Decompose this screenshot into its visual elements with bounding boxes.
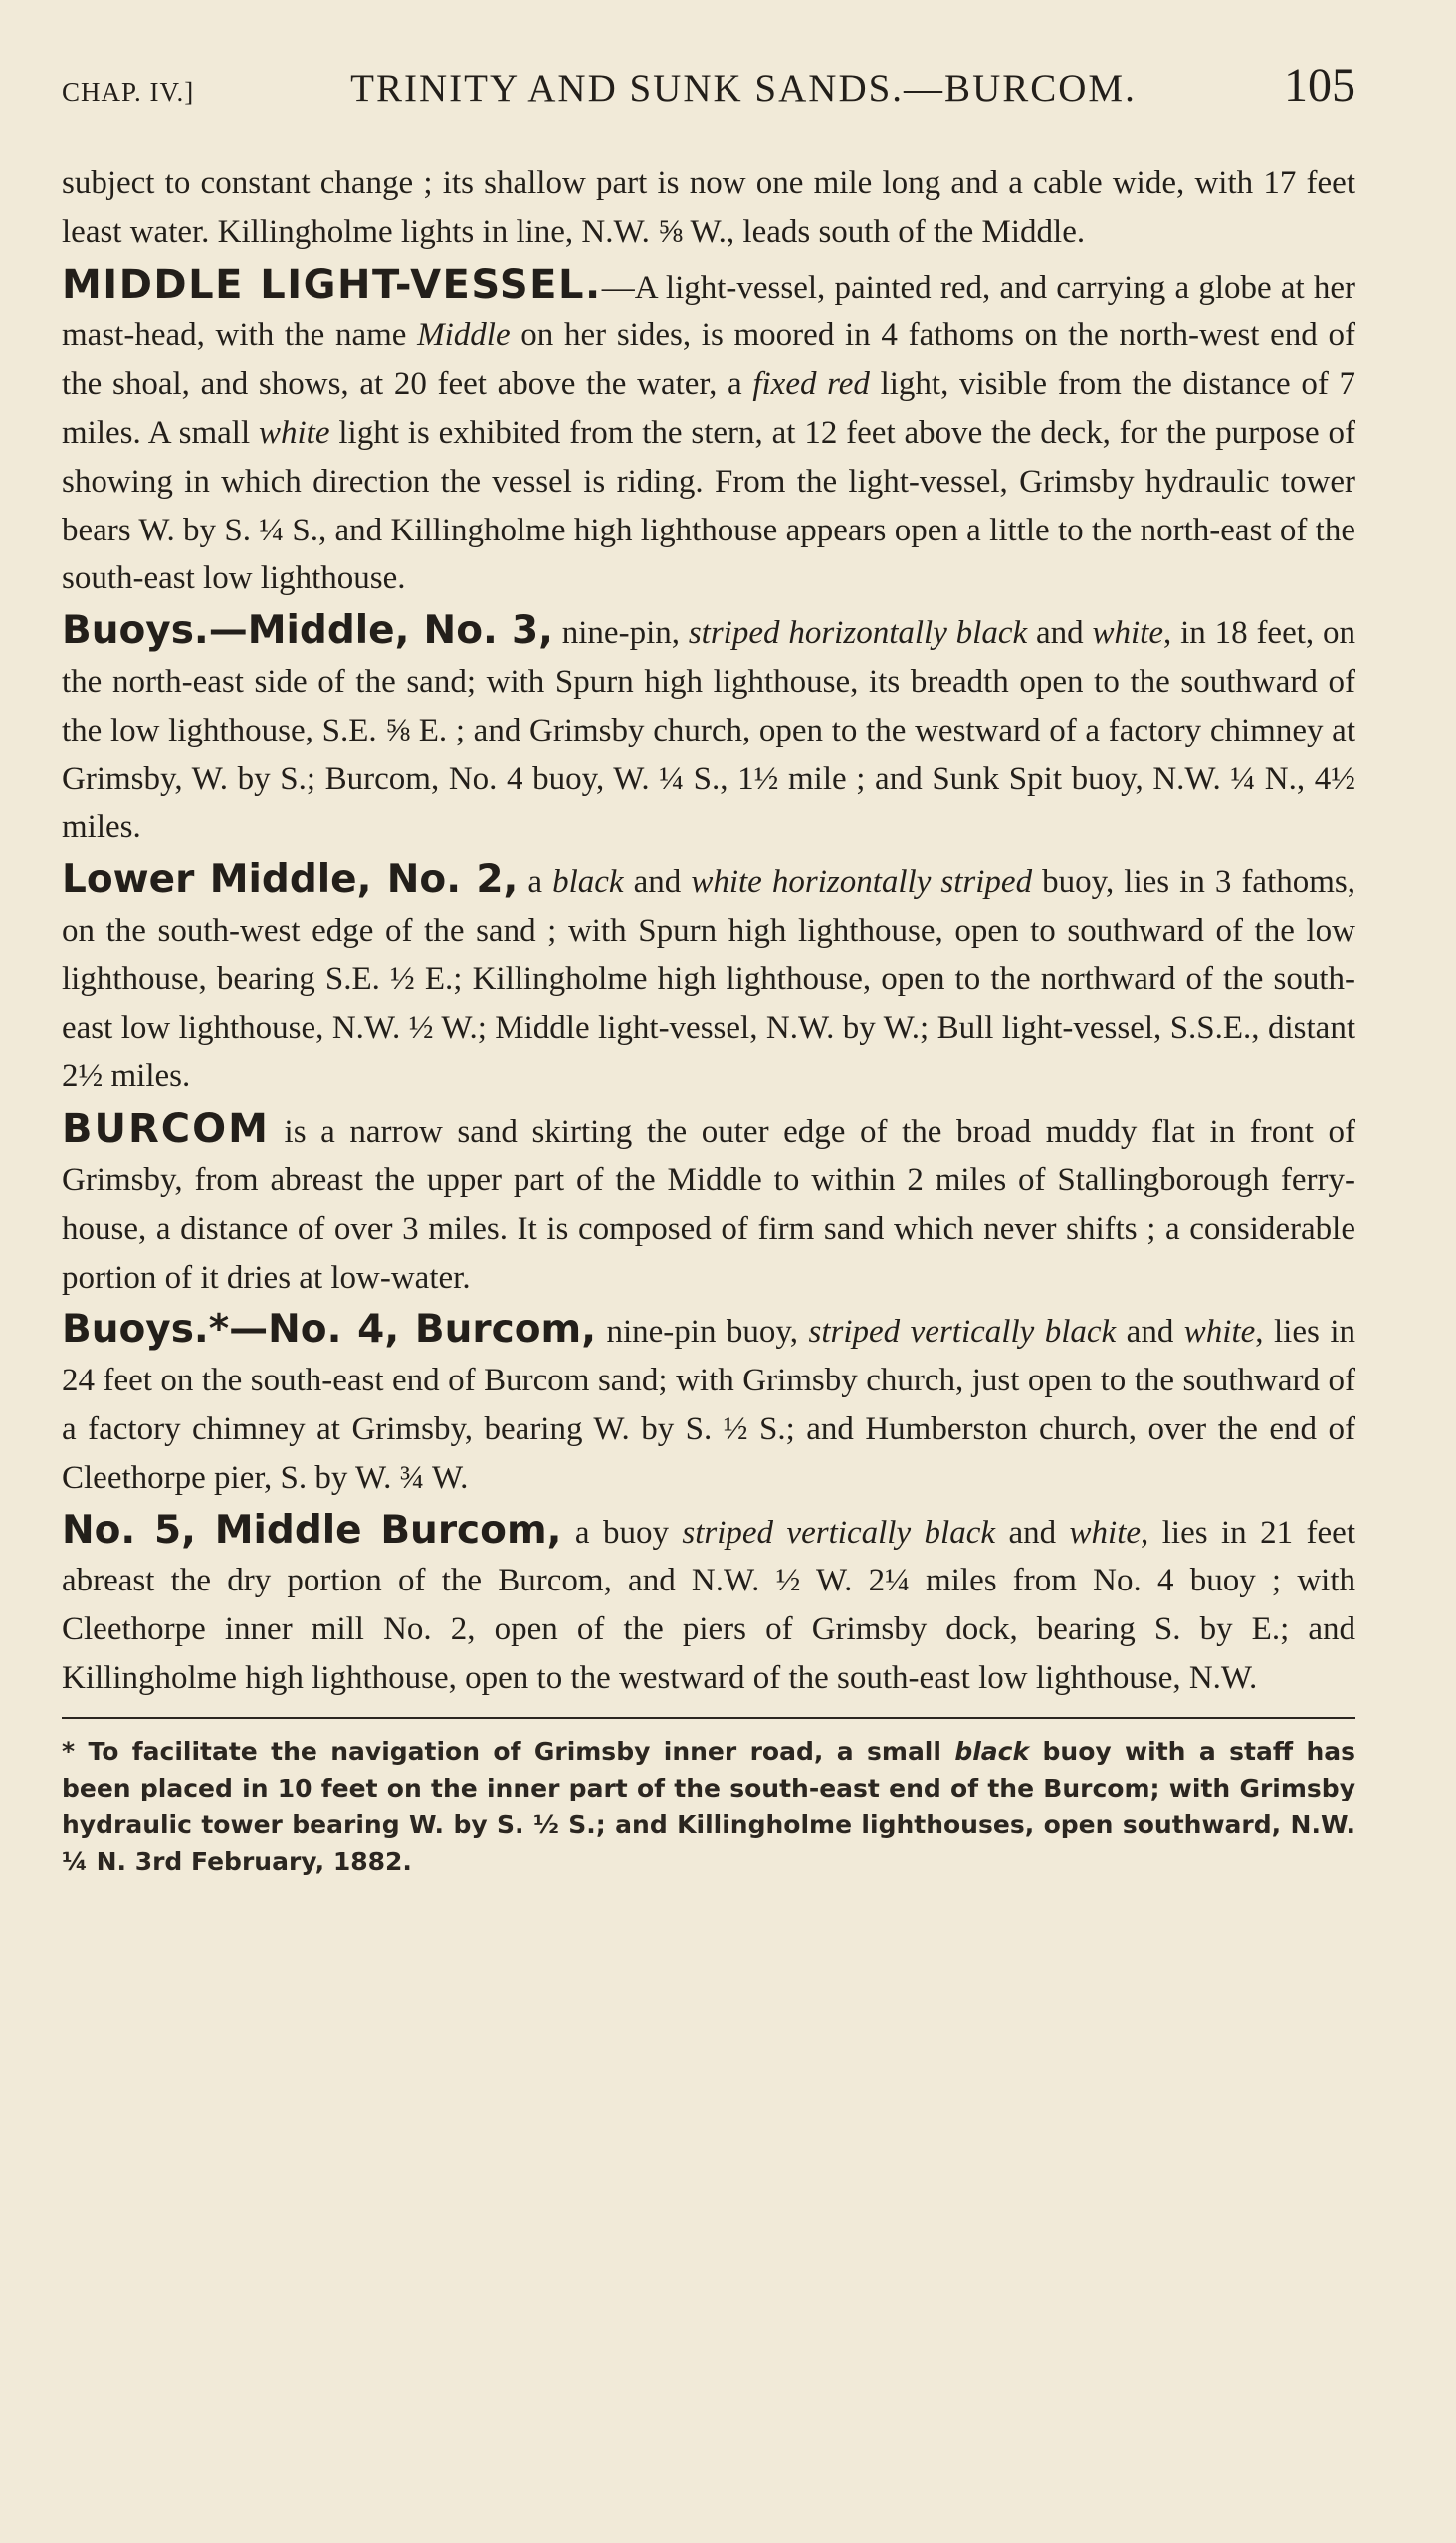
paragraph-text: a buoy — [561, 1514, 683, 1551]
italic-text: white — [1183, 1314, 1256, 1351]
paragraph-lower-middle-buoy — [62, 856, 1355, 1101]
italic-text: fixed red — [752, 366, 870, 403]
paragraph-text: and — [995, 1514, 1070, 1551]
paragraph-text: subject to constant change ; its shallow part is now one mile long and a cable wide, with 17 feet least water. Killingholme lights in line, N.W. ⅝ W., leads south of the Middle. — [62, 165, 1355, 250]
paragraph-text: —A light-vessel, painted red, and carrying a globe at her mast-head, with the name — [62, 269, 1356, 354]
paragraph-middle-burcom-buoy — [62, 1507, 1355, 1703]
italic-text: white — [1092, 615, 1163, 652]
book-page — [62, 58, 1355, 1880]
paragraph-text: , in 18 feet, on the north-east side of the sand; with Spurn high lighthouse, its breadth open to the southward of the low lighthouse, S.E. ⅝ E. ; and Grimsby church, open to the westward of a factory chimney at Grimsby, W. by S.; Burcom, No. 4 buoy, W. ¼ S., 1½ mile ; and Sunk Spit buoy, N.W. ¼ N., 4½ miles. — [62, 615, 1355, 846]
footnote — [62, 1733, 1355, 1880]
paragraph-middle-light-vessel — [62, 261, 1355, 604]
italic-text: Middle — [417, 318, 511, 354]
italic-text: black — [552, 864, 624, 901]
footnote-italic-text: black — [954, 1736, 1030, 1766]
footnote-divider — [62, 1717, 1355, 1719]
section-heading-buoys-burcom: Buoys.*—No. 4, Burcom, — [62, 1307, 597, 1353]
footnote-text: buoy with a staff has been placed in 10 feet on the inner part of the south-east end of the Burcom; with Grimsby hydraulic tower bearing W. by S. ½ S.; and Killingholme lighthouses, open southward, N.W. ¼ N. 3rd February, 1882. — [62, 1736, 1356, 1876]
paragraph-text: and — [623, 864, 692, 901]
section-heading-burcom: BURCOM — [62, 1106, 270, 1153]
paragraph-text: and — [1116, 1314, 1184, 1351]
italic-text: white horizontally striped — [691, 864, 1033, 901]
italic-text: striped horizontally black — [688, 615, 1028, 652]
paragraph-text: light, visible from the distance of 7 miles. A small — [62, 366, 1355, 451]
chapter-reference: CHAP. IV.] — [62, 77, 195, 106]
section-heading-middle-burcom: No. 5, Middle Burcom, — [62, 1507, 562, 1553]
italic-text: striped vertically black — [682, 1514, 996, 1551]
section-heading-buoys-middle: Buoys.—Middle, No. 3, — [62, 608, 553, 654]
paragraph-text: nine-pin, — [552, 615, 689, 652]
page-number: 105 — [1284, 59, 1355, 111]
running-head — [62, 58, 1355, 123]
section-heading-middle-light-vessel: MIDDLE LIGHT-VESSEL. — [62, 261, 602, 308]
paragraph-text: a — [518, 864, 553, 901]
paragraph-text: on her sides, is moored in 4 fathoms on the north-west end of the shoal, and shows, at 20 feet above the water, a — [62, 318, 1355, 403]
italic-text: white — [1069, 1514, 1142, 1551]
paragraph-middle-shoal — [62, 159, 1355, 257]
paragraph-text: buoy, lies in 3 fathoms, on the south-west edge of the sand ; with Spurn high lighthouse, open to southward of the low lighthouse, bearing S.E. ½ E.; Killingholme high lighthouse, open to the northward of the south-east low lighthouse, N.W. ½ W.; Middle light-vessel, N.W. by W.; Bull light-vessel, S.S.E., distant 2½ miles. — [62, 864, 1356, 1095]
paragraph-text: nine-pin buoy, — [596, 1314, 809, 1351]
italic-text: striped vertically black — [808, 1314, 1117, 1351]
paragraph-burcom-buoy — [62, 1306, 1355, 1502]
section-heading-lower-middle: Lower Middle, No. 2, — [62, 857, 519, 903]
italic-text: white — [259, 414, 330, 451]
paragraph-burcom — [62, 1105, 1355, 1302]
paragraph-text: , lies in 21 feet abreast the dry portion of the Burcom, and N.W. ½ W. 2¼ miles from No. 4 buoy ; with Cleethorpe inner mill No. 2, open of the piers of Grimsby dock, bearing S. by E.; and Killingholme high lighthouse, open to the westward of the south-east low lighthouse, N.W. — [62, 1514, 1355, 1696]
paragraph-text: , lies in 24 feet on the south-east end of Burcom sand; with Grimsby church, just open to the southward of a factory chimney at Grimsby, bearing W. by S. ½ S.; and Humberston church, over the end of Cleethorpe pier, S. by W. ¾ W. — [62, 1314, 1355, 1496]
paragraph-text: light is exhibited from the stern, at 12 feet above the deck, for the purpose of showing in which direction the vessel is riding. From the light-vessel, Grimsby hydraulic tower bears W. by S. ¼ S., and Killingholme high lighthouse appears open a little to the north-east of the south-east low lighthouse. — [62, 414, 1356, 597]
footnote-text: * To facilitate the navigation of Grimsby inner road, a small — [62, 1736, 955, 1766]
paragraph-middle-buoy — [62, 607, 1355, 852]
running-title: TRINITY AND SUNK SANDS.—BURCOM. — [350, 67, 1137, 109]
paragraph-text: is a narrow sand skirting the outer edge of the broad muddy flat in front of Grimsby, from abreast the upper part of the Middle to within 2 miles of Stallingborough ferry-house, a distance of over 3 miles. It is composed of firm sand which never shifts ; a considerable portion of it dries at low-water. — [62, 1114, 1355, 1296]
paragraph-text: and — [1027, 615, 1093, 652]
